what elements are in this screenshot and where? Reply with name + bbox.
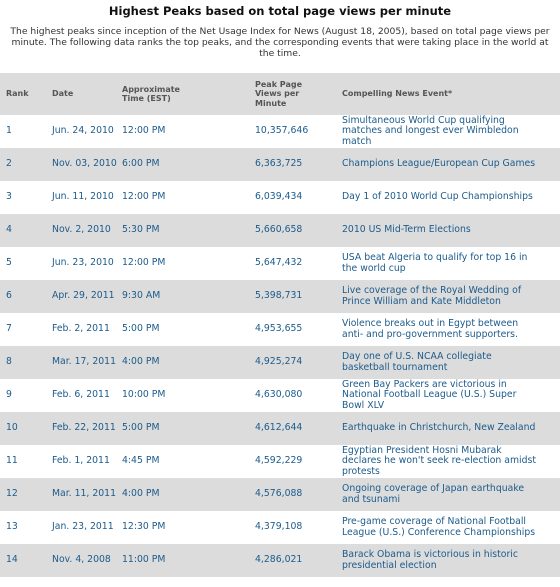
views-cell: 6,039,434 <box>255 191 303 203</box>
event-cell: Green Bay Packers are victorious in National Football League (U.S.) Super Bowl XLV <box>342 378 517 411</box>
time-cell: 5:00 PM <box>122 323 160 335</box>
date-cell: Apr. 29, 2011 <box>52 290 115 302</box>
table-row <box>0 148 560 181</box>
table-row <box>0 247 560 280</box>
table-row <box>0 181 560 214</box>
table-row <box>0 115 560 148</box>
views-cell: 6,363,725 <box>255 158 303 170</box>
date-cell: Jun. 24, 2010 <box>52 125 114 137</box>
rank-cell: 8 <box>6 356 12 368</box>
table-row <box>0 412 560 445</box>
views-cell: 5,647,432 <box>255 257 303 269</box>
date-cell: Feb. 22, 2011 <box>52 422 116 434</box>
peaks-table <box>0 73 560 577</box>
time-cell: 12:00 PM <box>122 257 166 269</box>
table-row <box>0 313 560 346</box>
event-cell: Earthquake in Christchurch, New Zealand <box>342 422 536 434</box>
time-cell: 12:00 PM <box>122 125 166 137</box>
time-cell: 9:30 AM <box>122 290 161 302</box>
date-cell: Jun. 23, 2010 <box>52 257 114 269</box>
table-row <box>0 346 560 379</box>
header-views: Peak Page Views per Minute <box>255 79 302 108</box>
event-cell: Egyptian President Hosni Mubarak declares he won't seek re-election amidst protests <box>342 444 536 477</box>
time-cell: 12:30 PM <box>122 521 166 533</box>
rank-cell: 9 <box>6 389 12 401</box>
table-row <box>0 445 560 478</box>
rank-cell: 14 <box>6 554 18 566</box>
date-cell: Jan. 23, 2011 <box>52 521 114 533</box>
table-row <box>0 511 560 544</box>
date-cell: Feb. 1, 2011 <box>52 455 110 467</box>
table-row <box>0 478 560 511</box>
date-cell: Feb. 6, 2011 <box>52 389 110 401</box>
event-cell: USA beat Algeria to qualify for top 16 in the world cup <box>342 252 528 274</box>
date-cell: Mar. 11, 2011 <box>52 488 116 500</box>
time-cell: 6:00 PM <box>122 158 160 170</box>
date-cell: Nov. 4, 2008 <box>52 554 111 566</box>
views-cell: 4,953,655 <box>255 323 303 335</box>
views-cell: 4,612,644 <box>255 422 303 434</box>
views-cell: 4,576,088 <box>255 488 303 500</box>
event-cell: Barack Obama is victorious in historic presidential election <box>342 549 518 571</box>
time-cell: 12:00 PM <box>122 191 166 203</box>
views-cell: 5,398,731 <box>255 290 303 302</box>
rank-cell: 12 <box>6 488 18 500</box>
views-cell: 4,592,229 <box>255 455 303 467</box>
table-header <box>0 73 560 115</box>
header-event: Compelling News Event* <box>342 89 453 99</box>
date-cell: Jun. 11, 2010 <box>52 191 114 203</box>
rank-cell: 4 <box>6 224 12 236</box>
time-cell: 4:00 PM <box>122 356 160 368</box>
table-body <box>0 115 560 577</box>
views-cell: 10,357,646 <box>255 125 309 137</box>
date-cell: Mar. 17, 2011 <box>52 356 116 368</box>
event-cell: Ongoing coverage of Japan earthquake and tsunami <box>342 483 525 505</box>
views-cell: 4,630,080 <box>255 389 303 401</box>
views-cell: 4,925,274 <box>255 356 303 368</box>
header-time: Approximate Time (EST) <box>122 84 180 103</box>
rank-cell: 1 <box>6 125 12 137</box>
event-cell: Day one of U.S. NCAA collegiate basketball tournament <box>342 351 492 373</box>
time-cell: 5:30 PM <box>122 224 160 236</box>
table-row <box>0 214 560 247</box>
views-cell: 4,379,108 <box>255 521 303 533</box>
table-row <box>0 379 560 412</box>
table-row <box>0 544 560 577</box>
date-cell: Feb. 2, 2011 <box>52 323 110 335</box>
rank-cell: 13 <box>6 521 18 533</box>
header-date: Date <box>52 89 74 99</box>
event-cell: Day 1 of 2010 World Cup Championships <box>342 191 533 203</box>
event-cell: 2010 US Mid-Term Elections <box>342 224 471 236</box>
rank-cell: 5 <box>6 257 12 269</box>
time-cell: 5:00 PM <box>122 422 160 434</box>
intro-paragraph: The highest peaks since inception of the Net Usage Index for News (August 18, 2005), based on total page views per minute. The following data ranks the top peaks, and the corresponding events that were taking place in the world at the time. <box>10 26 550 59</box>
table-row <box>0 280 560 313</box>
event-cell: Simultaneous World Cup qualifying matches and longest ever Wimbledon match <box>342 114 519 147</box>
date-cell: Nov. 03, 2010 <box>52 158 117 170</box>
rank-cell: 3 <box>6 191 12 203</box>
header-rank: Rank <box>6 89 29 99</box>
time-cell: 4:00 PM <box>122 488 160 500</box>
rank-cell: 10 <box>6 422 18 434</box>
rank-cell: 6 <box>6 290 12 302</box>
rank-cell: 11 <box>6 455 18 467</box>
event-cell: Live coverage of the Royal Wedding of Prince William and Kate Middleton <box>342 285 522 307</box>
time-cell: 11:00 PM <box>122 554 166 566</box>
views-cell: 4,286,021 <box>255 554 303 566</box>
time-cell: 4:45 PM <box>122 455 160 467</box>
rank-cell: 7 <box>6 323 12 335</box>
event-cell: Violence breaks out in Egypt between anti- and pro-government supporters. <box>342 318 519 340</box>
views-cell: 5,660,658 <box>255 224 303 236</box>
rank-cell: 2 <box>6 158 12 170</box>
page-title: Highest Peaks based on total page views per minute <box>108 4 452 18</box>
event-cell: Pre-game coverage of National Football League (U.S.) Conference Championships <box>342 516 536 538</box>
date-cell: Nov. 2, 2010 <box>52 224 111 236</box>
event-cell: Champions League/European Cup Games <box>342 158 536 170</box>
time-cell: 10:00 PM <box>122 389 166 401</box>
